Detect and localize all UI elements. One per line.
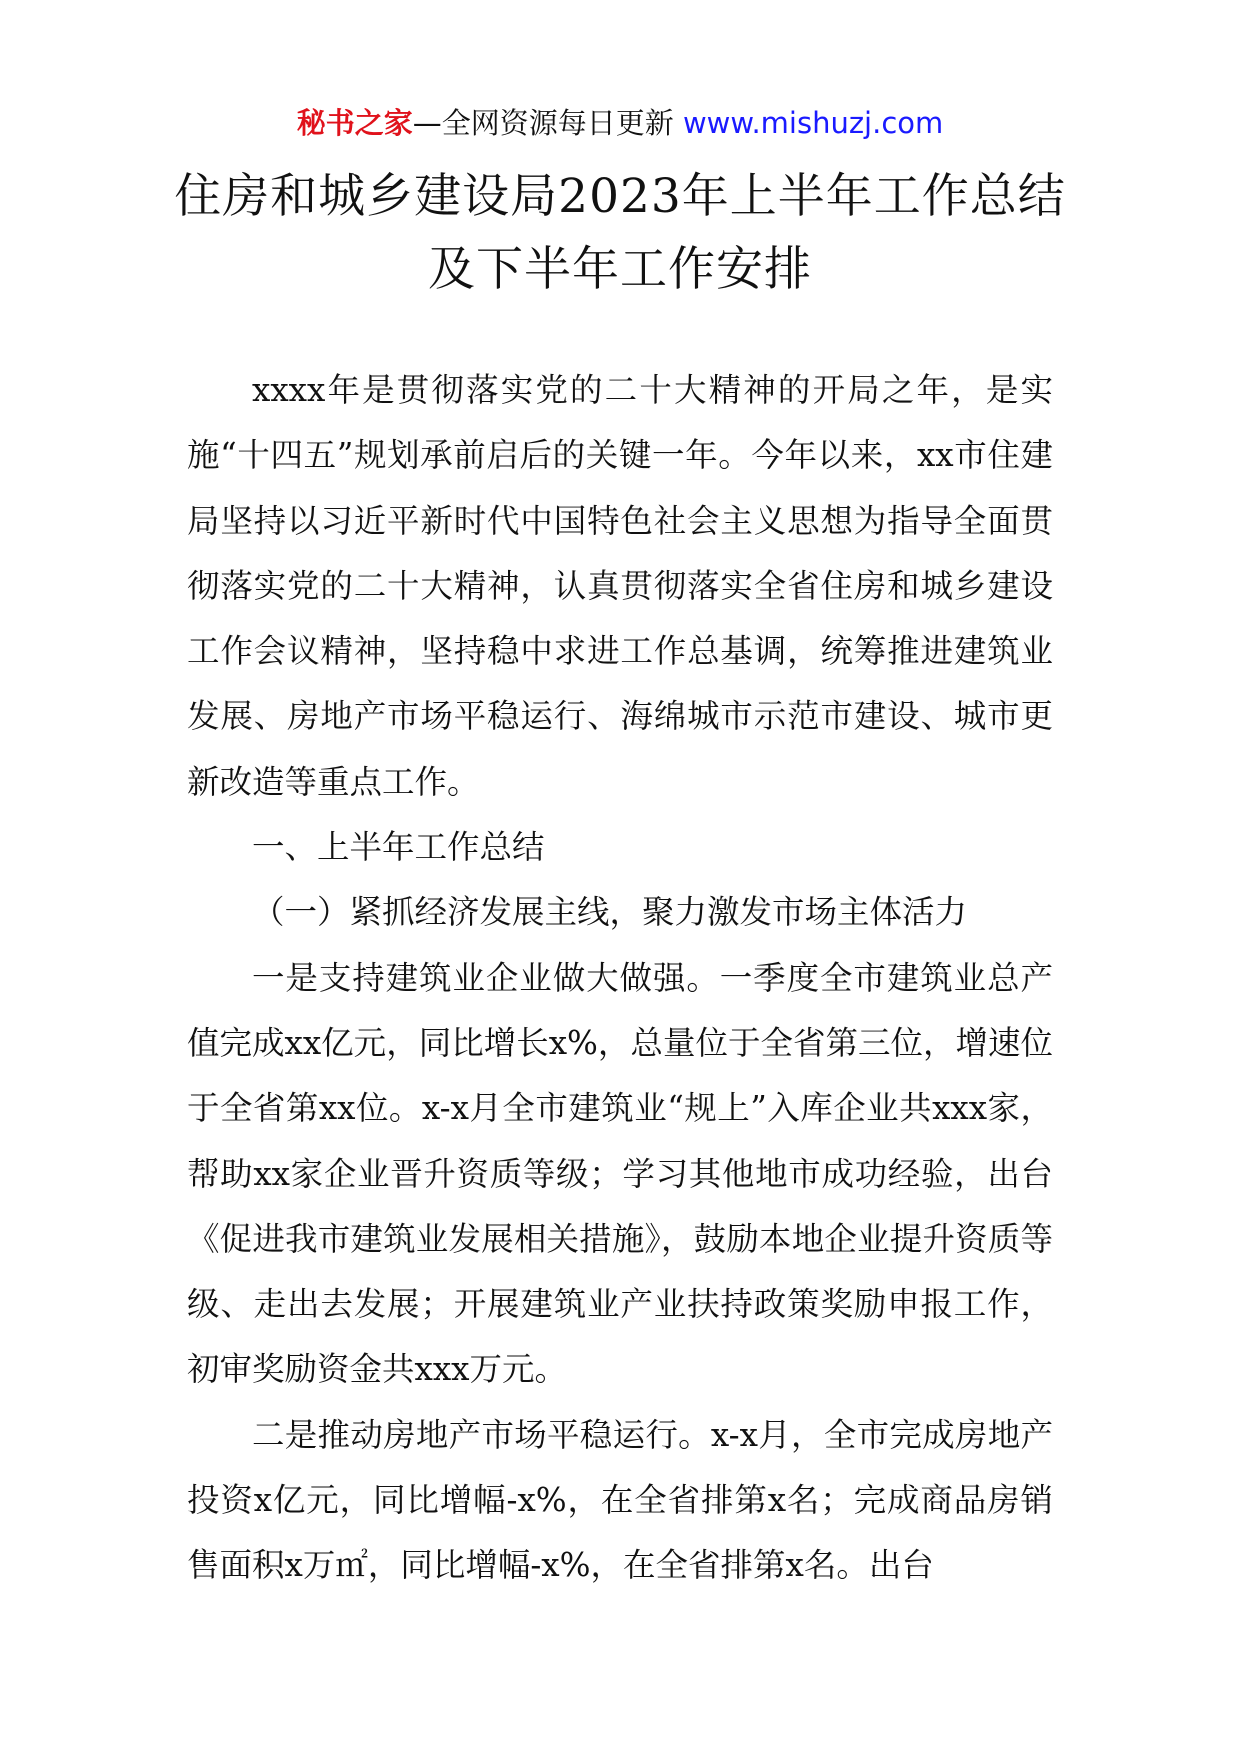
intro-paragraph: xxxx年是贯彻落实党的二十大精神的开局之年，是实施“十四五”规划承前启后的关键一年。今年以来，xx市住建局坚持以习近平新时代中国特色社会主义思想为指导全面贯彻落实党的二十大精神，认真贯彻落实全省住房和城乡建设工作会议精神，坚持稳中求进工作总基调，统筹推进建筑业发展、房地产市场平稳运行、海绵城市示范市建设、城市更新改造等重点工作。 <box>187 371 1053 801</box>
body-paragraph-1: 一是支持建筑业企业做大做强。一季度全市建筑业总产值完成xx亿元，同比增长x%，总量位于全省第三位，增速位于全省第xx位。x-x月全市建筑业“规上”入库企业共xxx家，帮助xx家企业晋升资质等级；学习其他地市成功经验，出台《促进我市建筑业发展相关措施》，鼓励本地企业提升资质等级、走出去发展；开展建筑业产业扶持政策奖励申报工作，初审奖励资金共xxx万元。 <box>187 958 1053 1389</box>
section-heading: 一、上半年工作总结 <box>252 828 545 867</box>
brand-name: 秘书之家 <box>296 106 413 140</box>
banner-tagline: —全网资源每日更新 <box>412 106 674 140</box>
document-title <box>0 160 1240 306</box>
source-banner <box>0 100 1240 146</box>
title-line-1: 住房和城乡建设局2023年上半年工作总结 <box>174 169 1066 224</box>
site-url-link[interactable]: www.mishuzj.com <box>682 106 944 140</box>
subsection-heading: （一）紧抓经济发展主线，聚力激发市场主体活力 <box>252 893 968 932</box>
document-body <box>187 358 1053 1599</box>
body-paragraph-2: 二是推动房地产市场平稳运行。x-x月，全市完成房地产投资x亿元，同比增幅-x%，在全省排第x名；完成商品房销售面积x万㎡，同比增幅-x%，在全省排第x名。出台 <box>187 1415 1053 1585</box>
title-line-2: 及下半年工作安排 <box>428 242 812 297</box>
